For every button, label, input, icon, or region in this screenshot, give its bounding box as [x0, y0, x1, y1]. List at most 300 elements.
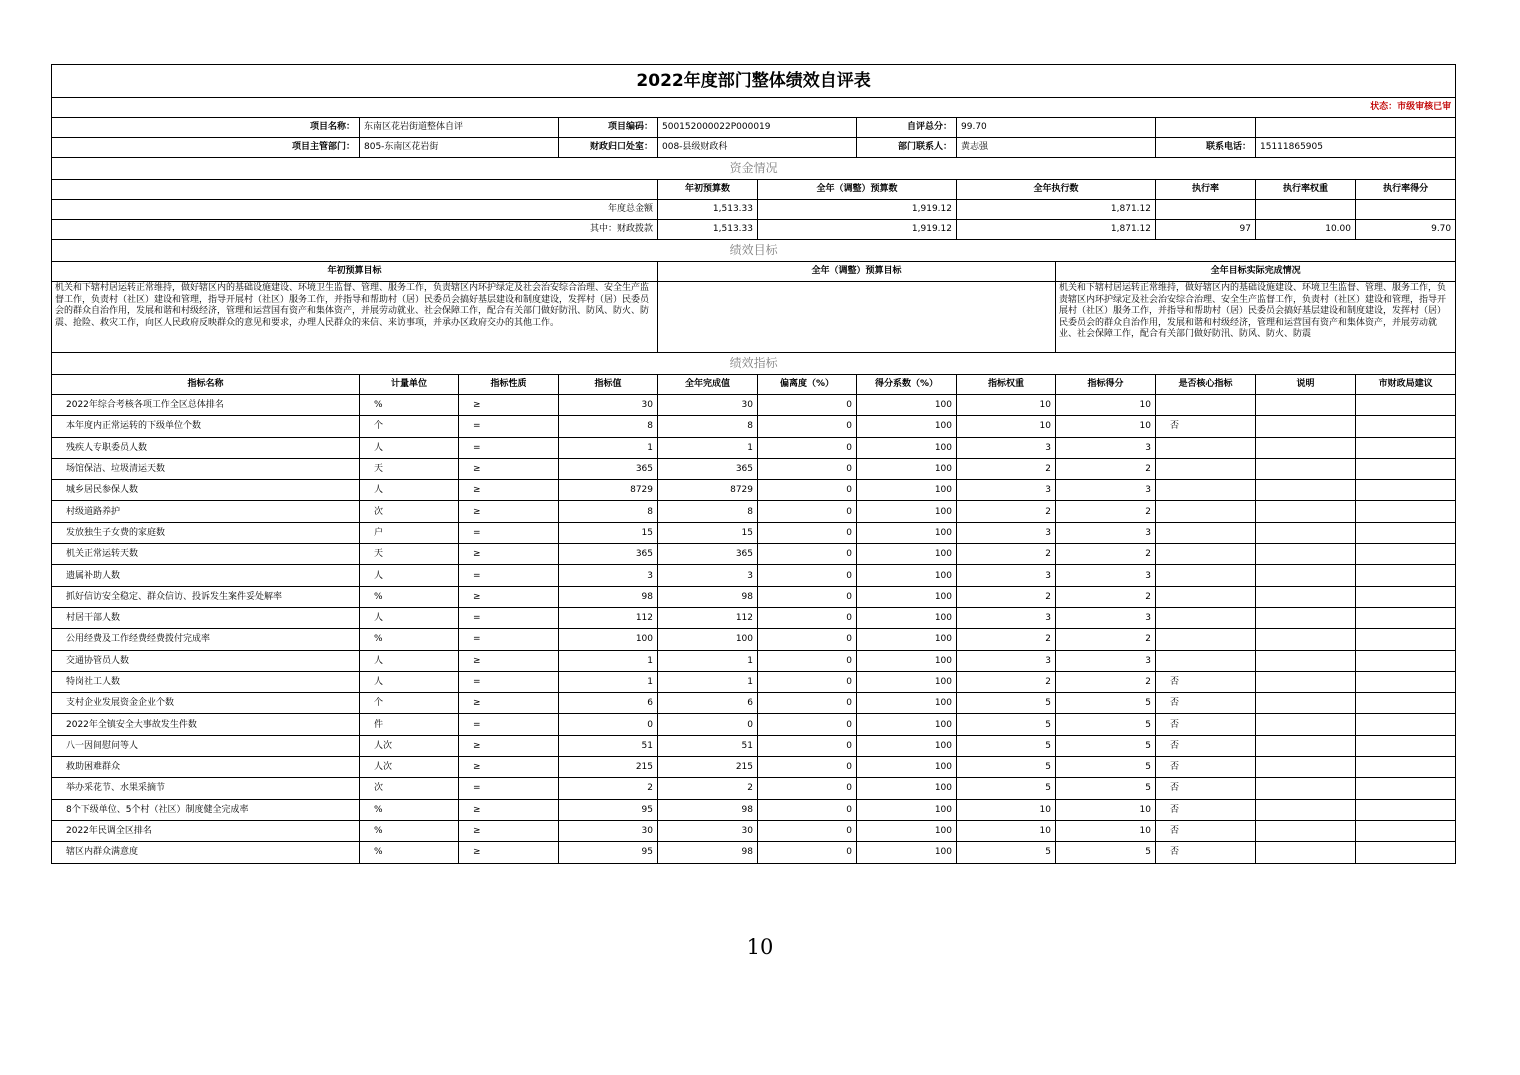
indicator-cell: 5 [957, 757, 1056, 778]
indicator-cell: 3 [957, 565, 1056, 586]
indicator-cell: 95 [559, 842, 658, 863]
indicator-cell: 0 [758, 842, 857, 863]
indicator-cell: 2 [957, 501, 1056, 522]
indicator-cell: 3 [957, 650, 1056, 671]
indicator-cell: ≥ [459, 842, 559, 863]
indicator-cell [1356, 501, 1456, 522]
indicator-cell: 3 [1056, 650, 1156, 671]
goals-header: 全年目标实际完成情况 [1056, 262, 1456, 282]
indicator-cell: 365 [658, 544, 758, 565]
indicator-cell: 100 [857, 607, 957, 628]
indicator-cell: 0 [758, 735, 857, 756]
funds-value: 1,513.33 [658, 200, 758, 220]
indicator-cell: 2 [1056, 586, 1156, 607]
indicator-cell [1356, 650, 1456, 671]
indicator-cell: = [459, 778, 559, 799]
indicator-cell: 100 [857, 501, 957, 522]
indicator-name: 支村企业发展资金企业个数 [52, 693, 360, 714]
indicator-cell: = [459, 416, 559, 437]
indicator-cell: 2 [1056, 629, 1156, 650]
table-row [52, 586, 1456, 607]
indicator-cell: % [360, 799, 459, 820]
indicator-cell: % [360, 842, 459, 863]
table-row [52, 778, 1456, 799]
indicator-cell: 98 [658, 842, 758, 863]
indicator-cell [1356, 458, 1456, 479]
indicator-cell: = [459, 522, 559, 543]
indicator-cell: 5 [1056, 714, 1156, 735]
indicator-name: 本年度内正常运转的下级单位个数 [52, 416, 360, 437]
indicator-cell: 2 [957, 586, 1056, 607]
table-row [52, 480, 1456, 501]
indicator-cell [1256, 735, 1356, 756]
indicator-name: 残疾人专职委员人数 [52, 437, 360, 458]
indicator-cell [1356, 820, 1456, 841]
funds-value: 1,871.12 [957, 220, 1156, 240]
funds-header: 年初预算数 [658, 180, 758, 200]
indicator-cell: 98 [658, 586, 758, 607]
indicator-cell: 5 [1056, 693, 1156, 714]
indicator-cell: 5 [957, 693, 1056, 714]
indicator-cell: = [459, 629, 559, 650]
indicator-name: 村级道路养护 [52, 501, 360, 522]
goal-actual-text: 机关和下辖村居运转正常维持，做好辖区内的基础设施建设、环境卫生监督、管理、服务工作，负责辖区内环护绿定及社会治安综合治理、安全生产监督工作，负责村（社区）建设和管理，指导开展村（社区）服务工作，并指导和帮助村（居）民委员会搞好基层建设和制度建设，发挥村（居）民委员会的群众自治作用，发展和谐和村级经济，管理和运营国有资产和集体资产，并展劳动就业、社会保障工作，配合有关部门做好防汛、防风、防火、防震 [1056, 282, 1456, 353]
dept-label: 项目主管部门： [52, 138, 360, 158]
table-row [52, 501, 1456, 522]
indicator-cell: 0 [758, 544, 857, 565]
indicator-cell: 2 [1056, 544, 1156, 565]
indicator-cell: 1 [658, 650, 758, 671]
indicator-cell: 112 [559, 607, 658, 628]
indicator-name: 村居干部人数 [52, 607, 360, 628]
indicator-cell: 3 [1056, 607, 1156, 628]
indicator-cell: ≥ [459, 586, 559, 607]
indicator-cell: 3 [1056, 565, 1156, 586]
indicator-cell: 30 [559, 395, 658, 416]
indicator-cell: 8729 [658, 480, 758, 501]
table-row [52, 820, 1456, 841]
indicator-cell: 次 [360, 778, 459, 799]
indicator-cell [1156, 437, 1256, 458]
indicator-cell: 100 [857, 629, 957, 650]
indicator-header: 指标得分 [1056, 375, 1156, 395]
indicator-cell: 100 [857, 395, 957, 416]
indicator-cell [1356, 480, 1456, 501]
indicator-cell: 0 [758, 480, 857, 501]
indicator-cell: 5 [957, 735, 1056, 756]
indicator-cell: 0 [658, 714, 758, 735]
indicator-cell: 3 [957, 437, 1056, 458]
indicator-cell: 否 [1156, 778, 1256, 799]
indicator-cell [1256, 671, 1356, 692]
indicator-cell: 100 [857, 565, 957, 586]
indicator-name: 抓好信访安全稳定、群众信访、投诉发生案件妥处解率 [52, 586, 360, 607]
indicator-name: 2022年民调全区排名 [52, 820, 360, 841]
indicator-name: 遗属补助人数 [52, 565, 360, 586]
indicator-name: 2022年综合考核各项工作全区总体排名 [52, 395, 360, 416]
indicator-cell: 100 [857, 437, 957, 458]
indicator-cell: 8729 [559, 480, 658, 501]
indicator-cell [1256, 480, 1356, 501]
section-goals: 绩效目标 [52, 240, 1456, 262]
indicator-cell: = [459, 437, 559, 458]
indicator-cell: 2 [1056, 671, 1156, 692]
indicator-cell: 100 [857, 820, 957, 841]
funds-row-label: 年度总金额 [52, 200, 658, 220]
indicator-name: 公用经费及工作经费经费拨付完成率 [52, 629, 360, 650]
indicator-cell: ≥ [459, 395, 559, 416]
indicator-cell: 1 [658, 437, 758, 458]
indicator-cell: 0 [758, 757, 857, 778]
indicator-cell: 2 [1056, 458, 1156, 479]
indicator-cell: 112 [658, 607, 758, 628]
indicator-cell: 3 [559, 565, 658, 586]
indicator-name: 八一因间慰问等人 [52, 735, 360, 756]
indicator-cell: 5 [957, 842, 1056, 863]
indicator-cell [1156, 650, 1256, 671]
indicator-cell: 2 [1056, 501, 1156, 522]
indicator-cell: 0 [758, 522, 857, 543]
indicator-cell: 3 [658, 565, 758, 586]
indicator-cell: 否 [1156, 714, 1256, 735]
indicator-cell: 人次 [360, 757, 459, 778]
indicator-cell: 1 [559, 671, 658, 692]
indicator-cell: 100 [857, 522, 957, 543]
indicator-name: 城乡居民参保人数 [52, 480, 360, 501]
indicator-cell: 人 [360, 565, 459, 586]
project-code-value: 500152000022P000019 [658, 118, 857, 138]
funds-header-blank [52, 180, 658, 200]
indicator-cell [1256, 586, 1356, 607]
indicator-cell: 个 [360, 416, 459, 437]
indicator-cell: 2 [957, 671, 1056, 692]
indicator-cell: 次 [360, 501, 459, 522]
indicator-cell: 5 [1056, 842, 1156, 863]
indicator-cell: ≥ [459, 799, 559, 820]
indicator-cell: 2 [957, 629, 1056, 650]
indicator-cell [1156, 586, 1256, 607]
indicator-cell [1256, 522, 1356, 543]
indicator-cell: % [360, 820, 459, 841]
indicator-header: 指标权重 [957, 375, 1056, 395]
indicator-cell: ≥ [459, 757, 559, 778]
indicator-cell: % [360, 629, 459, 650]
indicator-cell: 10 [1056, 395, 1156, 416]
indicator-cell: 否 [1156, 416, 1256, 437]
indicator-cell: 3 [957, 480, 1056, 501]
indicator-cell: 100 [658, 629, 758, 650]
indicator-cell: 10 [957, 799, 1056, 820]
indicator-name: 8个下级单位、5个村（社区）制度健全完成率 [52, 799, 360, 820]
indicator-name: 举办采花节、水果采摘节 [52, 778, 360, 799]
indicator-cell: 215 [658, 757, 758, 778]
indicator-header: 是否核心指标 [1156, 375, 1256, 395]
indicator-cell: 100 [857, 799, 957, 820]
indicator-cell: 365 [559, 544, 658, 565]
indicator-cell: 6 [559, 693, 658, 714]
indicator-cell: 人 [360, 480, 459, 501]
indicator-cell: 365 [559, 458, 658, 479]
indicator-cell: 否 [1156, 693, 1256, 714]
indicator-cell: 8 [559, 501, 658, 522]
indicator-cell: 0 [758, 586, 857, 607]
table-row [52, 757, 1456, 778]
indicator-cell: 100 [857, 650, 957, 671]
goal-initial-text: 机关和下辖村居运转正常维持，做好辖区内的基础设施建设、环境卫生监督、管理、服务工作，负责辖区内环护绿定及社会治安综合治理、安全生产监督工作，负责村（社区）建设和管理，指导开展村（社区）服务工作，并指导和帮助村（居）民委员会搞好基层建设和制度建设，发挥村（居）民委员会的群众自治作用，发展和谐和村级经济，管理和运营国有资产和集体资产，并展劳动就业、社会保障工作，配合有关部门做好防汛、防风、防火、防震、抢险、救灾工作，向区人民政府反映群众的意见和要求，办理人民群众的来信、来访事项，并承办区政府交办的其他工作。 [52, 282, 658, 353]
indicator-cell: 3 [1056, 480, 1156, 501]
page-number: 10 [746, 935, 774, 959]
phone-value: 15111865905 [1256, 138, 1456, 158]
table-row [52, 544, 1456, 565]
indicator-cell: 3 [1056, 522, 1156, 543]
funds-value: 1,919.12 [758, 220, 957, 240]
indicator-cell: 100 [857, 544, 957, 565]
indicator-cell [1356, 778, 1456, 799]
indicator-cell: 0 [758, 693, 857, 714]
indicator-cell [1356, 757, 1456, 778]
indicator-cell [1256, 501, 1356, 522]
indicator-cell: 8 [658, 501, 758, 522]
indicator-cell: 否 [1156, 757, 1256, 778]
indicator-cell: 10 [1056, 416, 1156, 437]
indicator-cell: 2 [658, 778, 758, 799]
indicator-cell: 98 [658, 799, 758, 820]
status-text: 状态：市级审核已审 [52, 98, 1456, 118]
table-row [52, 714, 1456, 735]
indicator-cell: ≥ [459, 501, 559, 522]
indicator-cell [1356, 607, 1456, 628]
indicator-cell [1256, 693, 1356, 714]
indicator-cell [1256, 629, 1356, 650]
indicator-cell: ≥ [459, 544, 559, 565]
indicator-cell: 2 [957, 458, 1056, 479]
indicator-cell: 51 [658, 735, 758, 756]
table-row [52, 842, 1456, 863]
indicator-cell: 0 [758, 565, 857, 586]
indicator-cell: 215 [559, 757, 658, 778]
indicator-cell: 100 [857, 778, 957, 799]
indicator-cell: 5 [1056, 757, 1156, 778]
indicator-cell: 否 [1156, 799, 1256, 820]
indicator-cell: ≥ [459, 820, 559, 841]
indicator-cell: 2 [957, 544, 1056, 565]
indicator-cell: ≥ [459, 650, 559, 671]
indicator-cell: 30 [559, 820, 658, 841]
indicator-cell [1356, 416, 1456, 437]
indicator-cell [1356, 544, 1456, 565]
indicator-cell [1356, 693, 1456, 714]
funds-header: 全年（调整）预算数 [758, 180, 957, 200]
indicator-header: 计量单位 [360, 375, 459, 395]
funds-header: 执行率 [1156, 180, 1256, 200]
dept-value: 805-东南区花岩街 [360, 138, 559, 158]
indicator-cell [1156, 480, 1256, 501]
indicator-cell: 8 [559, 416, 658, 437]
indicator-cell: 0 [758, 820, 857, 841]
indicator-cell: 个 [360, 693, 459, 714]
indicator-cell: 天 [360, 458, 459, 479]
indicator-cell [1356, 522, 1456, 543]
indicator-cell: = [459, 565, 559, 586]
table-row [52, 693, 1456, 714]
indicator-header: 说明 [1256, 375, 1356, 395]
table-title: 2022年度部门整体绩效自评表 [52, 65, 1456, 98]
indicator-cell: 否 [1156, 735, 1256, 756]
indicator-cell [1356, 395, 1456, 416]
indicator-cell [1356, 565, 1456, 586]
indicator-cell: = [459, 671, 559, 692]
finance-value: 008-县级财政科 [658, 138, 857, 158]
indicator-cell [1256, 437, 1356, 458]
contact-value: 黄志强 [957, 138, 1156, 158]
indicator-cell: 100 [857, 586, 957, 607]
goals-header: 全年（调整）预算目标 [658, 262, 1056, 282]
indicator-cell: 0 [758, 501, 857, 522]
indicator-cell: 天 [360, 544, 459, 565]
indicator-cell: 0 [758, 458, 857, 479]
indicator-cell: 100 [857, 458, 957, 479]
table-row [52, 458, 1456, 479]
funds-header: 执行率得分 [1356, 180, 1456, 200]
table-row [52, 437, 1456, 458]
indicator-cell [1256, 458, 1356, 479]
indicator-name: 机关正常运转天数 [52, 544, 360, 565]
indicator-cell: 1 [559, 437, 658, 458]
indicator-cell: 0 [758, 714, 857, 735]
indicator-cell: 95 [559, 799, 658, 820]
funds-value: 1,871.12 [957, 200, 1156, 220]
indicator-cell: 5 [1056, 778, 1156, 799]
indicator-cell: 0 [758, 437, 857, 458]
indicator-cell: 10 [957, 416, 1056, 437]
contact-label: 部门联系人： [857, 138, 957, 158]
indicator-cell: ≥ [459, 458, 559, 479]
indicator-cell: 6 [658, 693, 758, 714]
indicator-cell: 0 [758, 607, 857, 628]
indicator-cell [1356, 671, 1456, 692]
indicator-cell [1156, 565, 1256, 586]
indicator-cell [1356, 437, 1456, 458]
indicator-cell: 0 [758, 799, 857, 820]
indicator-cell: 1 [559, 650, 658, 671]
funds-row-label: 其中：财政拨款 [52, 220, 658, 240]
indicator-cell: 100 [857, 480, 957, 501]
indicator-cell [1256, 820, 1356, 841]
indicator-cell: 1 [658, 671, 758, 692]
indicator-cell [1156, 522, 1256, 543]
table-row [52, 395, 1456, 416]
table-row [52, 799, 1456, 820]
indicator-header: 偏离度（%） [758, 375, 857, 395]
indicator-cell: 100 [857, 416, 957, 437]
indicator-cell: 否 [1156, 820, 1256, 841]
funds-header: 全年执行数 [957, 180, 1156, 200]
indicator-name: 交通协管员人数 [52, 650, 360, 671]
table-row [52, 629, 1456, 650]
indicator-header: 指标名称 [52, 375, 360, 395]
goal-adjusted-text [658, 282, 1056, 353]
indicator-cell [1256, 778, 1356, 799]
indicator-cell [1256, 544, 1356, 565]
indicator-cell: 100 [857, 757, 957, 778]
empty-cell [1156, 118, 1256, 138]
funds-value [1356, 200, 1456, 220]
funds-value: 10.00 [1256, 220, 1356, 240]
project-code-label: 项目编码： [559, 118, 658, 138]
funds-value: 1,513.33 [658, 220, 758, 240]
indicator-name: 辖区内群众满意度 [52, 842, 360, 863]
indicator-cell: 8 [658, 416, 758, 437]
project-name-value: 东南区花岩街道整体自评 [360, 118, 559, 138]
indicator-cell [1356, 735, 1456, 756]
funds-value [1156, 200, 1256, 220]
indicator-cell [1156, 501, 1256, 522]
finance-label: 财政归口处室： [559, 138, 658, 158]
indicator-cell [1356, 586, 1456, 607]
indicator-cell [1256, 416, 1356, 437]
indicator-cell: 3 [957, 522, 1056, 543]
indicator-cell: 人 [360, 671, 459, 692]
indicator-cell [1256, 607, 1356, 628]
indicator-cell: ≥ [459, 735, 559, 756]
indicator-cell: 件 [360, 714, 459, 735]
indicator-cell: 0 [758, 671, 857, 692]
indicator-cell: 15 [559, 522, 658, 543]
indicator-cell: 3 [1056, 437, 1156, 458]
indicator-cell [1256, 757, 1356, 778]
indicator-cell [1156, 629, 1256, 650]
indicator-cell: 0 [559, 714, 658, 735]
indicator-cell: 10 [957, 820, 1056, 841]
indicator-cell [1256, 842, 1356, 863]
section-funds: 资金情况 [52, 158, 1456, 180]
table-row [52, 671, 1456, 692]
indicator-cell [1356, 842, 1456, 863]
indicator-cell: 30 [658, 395, 758, 416]
indicator-cell: 100 [857, 693, 957, 714]
indicator-cell: 51 [559, 735, 658, 756]
indicator-cell: 3 [957, 607, 1056, 628]
funds-header: 执行率权重 [1256, 180, 1356, 200]
funds-value: 97 [1156, 220, 1256, 240]
table-row [52, 650, 1456, 671]
indicator-cell: 100 [857, 671, 957, 692]
project-name-label: 项目名称： [52, 118, 360, 138]
indicator-cell: 5 [1056, 735, 1156, 756]
self-evaluation-table [51, 64, 1456, 864]
indicator-cell: 人 [360, 607, 459, 628]
indicator-cell: 否 [1156, 671, 1256, 692]
indicator-cell [1156, 544, 1256, 565]
indicator-cell: 0 [758, 395, 857, 416]
indicator-cell: 5 [957, 714, 1056, 735]
indicator-cell: 10 [1056, 820, 1156, 841]
indicator-cell: 10 [1056, 799, 1156, 820]
indicator-cell: 户 [360, 522, 459, 543]
indicator-cell [1156, 607, 1256, 628]
indicator-cell: 否 [1156, 842, 1256, 863]
indicator-cell: % [360, 395, 459, 416]
indicator-cell: % [360, 586, 459, 607]
indicator-name: 场馆保洁、垃圾清运天数 [52, 458, 360, 479]
indicator-cell [1356, 714, 1456, 735]
indicator-cell [1256, 714, 1356, 735]
indicator-cell: 0 [758, 629, 857, 650]
indicator-cell [1356, 799, 1456, 820]
indicator-cell [1156, 395, 1256, 416]
indicator-header: 指标值 [559, 375, 658, 395]
indicator-cell [1256, 565, 1356, 586]
